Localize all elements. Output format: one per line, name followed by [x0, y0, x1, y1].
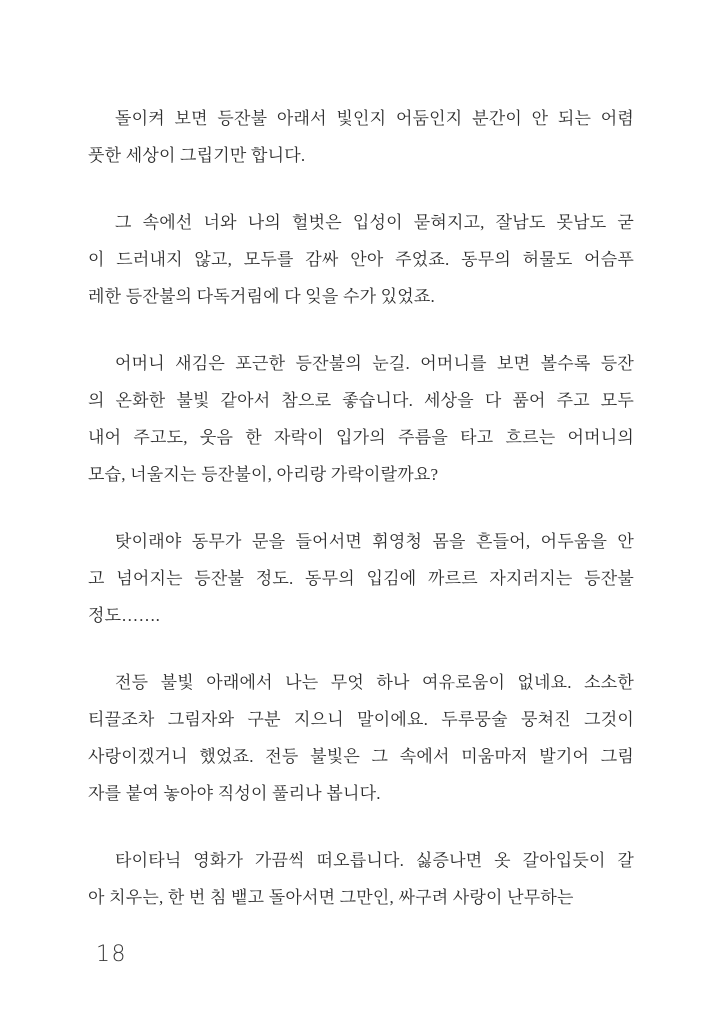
text-line: 사랑이겠거니 했었죠. 전등 불빛은 그 속에서 미움마저 발기어 그림: [88, 747, 634, 766]
text-line: 이 드러내지 않고, 모두를 감싸 안아 주었죠. 동무의 허물도 어슴푸: [88, 250, 634, 269]
paragraph: [88, 842, 634, 916]
text-line: 돌이켜 보면 등잔불 아래서 빛인지 어둠인지 분간이 안 되는 어렴: [115, 109, 634, 128]
text-line: 전등 불빛 아래에서 나는 무엇 하나 여유로움이 없네요. 소소한: [115, 673, 634, 692]
text-line: 풋한 세상이 그립기만 합니다.: [88, 146, 306, 165]
paragraph: [88, 664, 634, 812]
paragraph: [88, 345, 634, 493]
text-line: 타이타닉 영화가 가끔씩 떠오릅니다. 싫증나면 옷 갈아입듯이 갈: [115, 851, 634, 870]
text-line: 내어 주고도, 웃음 한 자락이 입가의 주름을 타고 흐르는 어머니의: [88, 428, 634, 447]
body-text: [88, 100, 634, 946]
text-line: 티끌조차 그림자와 구분 지으니 말이에요. 두루뭉술 뭉쳐진 그것이: [88, 710, 634, 729]
text-line: 어머니 새김은 포근한 등잔불의 눈길. 어머니를 보면 볼수록 등잔: [115, 354, 634, 373]
page-number: 18: [96, 942, 127, 967]
text-line: 탓이래야 동무가 문을 들어서면 휘영청 몸을 흔들어, 어두움을 안: [115, 532, 634, 551]
paragraph: [88, 100, 634, 174]
text-line: 정도…….: [88, 606, 161, 625]
text-line: 모습, 너울지는 등잔불이, 아리랑 가락이랄까요?: [88, 465, 439, 484]
text-line: 고 넘어지는 등잔불 정도. 동무의 입김에 까르르 자지러지는 등잔불: [88, 569, 634, 588]
text-line: 레한 등잔불의 다독거림에 다 잊을 수가 있었죠.: [88, 287, 435, 306]
paragraph: [88, 204, 634, 315]
text-line: 의 온화한 불빛 같아서 참으로 좋습니다. 세상을 다 품어 주고 모두: [88, 391, 634, 410]
text-line: 자를 붙여 놓아야 직성이 풀리나 봅니다.: [88, 784, 381, 803]
text-line: 아 치우는, 한 번 침 뱉고 돌아서면 그만인, 싸구려 사랑이 난무하는: [88, 888, 574, 907]
paragraph: [88, 523, 634, 634]
text-line: 그 속에선 너와 나의 헐벗은 입성이 묻혀지고, 잘남도 못남도 굳: [115, 213, 634, 232]
